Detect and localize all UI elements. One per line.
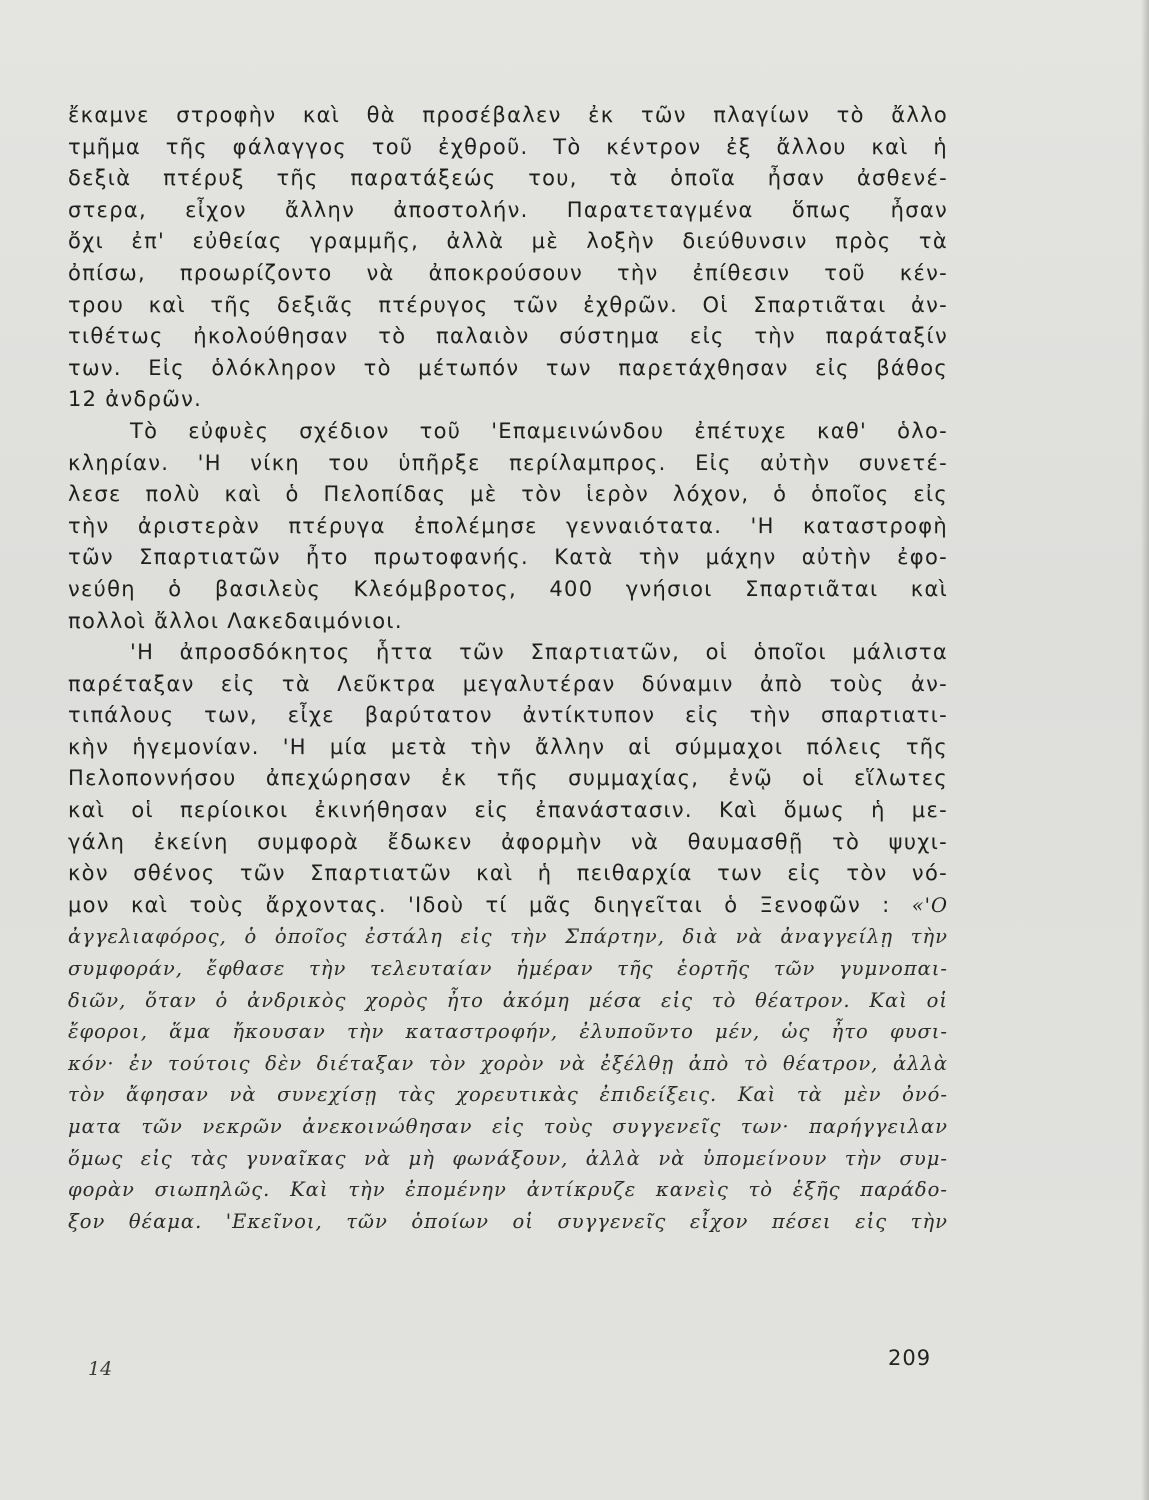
text-line: κὴν ἡγεμονίαν. 'Η μία μετὰ τὴν ἄλλην αἱ σύμμαχοι πόλεις τῆς (68, 734, 948, 759)
paragraph-start-line: 'Η ἀπροσδόκητος ἧττα τῶν Σπαρτιατῶν, οἱ ὁποῖοι μάλιστα (130, 640, 948, 665)
quoted-text-line: ἔφοροι, ἅμα ἤκουσαν τὴν καταστροφήν, ἐλυποῦντο μέν, ὡς ἦτο φυσι- (68, 1020, 948, 1044)
paragraph-start-line: Τὸ εὐφυὲς σχέδιον τοῦ 'Επαμεινώνδου ἐπέτυχε καθ' ὁλο- (130, 418, 948, 443)
quoted-text-line: ὅμως εἰς τὰς γυναῖκας νὰ μὴ φωνάξουν, ἀλλὰ νὰ ὑπομείνουν τὴν συμ- (68, 1146, 948, 1170)
quoted-text-line: συμφοράν, ἔφθασε τὴν τελευταίαν ἡμέραν τῆς ἑορτῆς τῶν γυμνοπαι- (68, 957, 948, 981)
quoted-text-line: διῶν, ὅταν ὁ ἀνδρικὸς χορὸς ἦτο ἀκόμη μέσα εἰς τὸ θέατρον. Καὶ οἱ (68, 988, 948, 1012)
text-line: τιπάλους των, εἶχε βαρύτατον ἀντίκτυπον εἰς τὴν σπαρτιατι- (68, 703, 948, 728)
text-line: ἔκαμνε στροφὴν καὶ θὰ προσέβαλεν ἐκ τῶν πλαγίων τὸ ἄλλο (68, 103, 948, 127)
quoted-text-line: ξον θέαμα. 'Εκεῖνοι, τῶν ὁποίων οἱ συγγενεῖς εἶχον πέσει εἰς τὴν (68, 1209, 948, 1233)
quoted-text-line: τὸν ἄφησαν νὰ συνεχίσῃ τὰς χορευτικὰς ἐπιδείξεις. Καὶ τὰ μὲν ὀνό- (68, 1083, 948, 1107)
text-line: λεσε πολὺ καὶ ὁ Πελοπίδας μὲ τὸν ἱερὸν λόχον, ὁ ὁποῖος εἰς (68, 482, 948, 507)
text-line: καὶ οἱ περίοικοι ἐκινήθησαν εἰς ἐπανάστασιν. Καὶ ὅμως ἡ με- (68, 798, 948, 823)
text-line: Πελοποννήσου ἀπεχώρησαν ἐκ τῆς συμμαχίας, ἐνῷ οἱ εἵλωτες (68, 766, 948, 791)
text-line: ὀπίσω, προωρίζοντο νὰ ἀποκρούσουν τὴν ἐπίθεσιν τοῦ κέν- (68, 260, 948, 285)
text-line: τμῆμα τῆς φάλαγγος τοῦ ἐχθροῦ. Τὸ κέντρον ἐξ ἄλλου καὶ ἡ (68, 134, 948, 159)
text-line: ὄχι ἐπ' εὐθείας γραμμῆς, ἀλλὰ μὲ λοξὴν διεύθυνσιν πρὸς τὰ (68, 229, 948, 254)
text-line-segment: μον καὶ τοὺς ἄρχοντας. 'Ιδοὺ τί μᾶς διηγεῖται ὁ Ξενοφῶν : (68, 892, 891, 917)
text-line: πολλοὶ ἄλλοι Λακεδαιμόνιοι. (68, 608, 403, 633)
text-line: γάλη ἐκείνη συμφορὰ ἔδωκεν ἀφορμὴν νὰ θαυμασθῇ τὸ ψυχι- (68, 829, 948, 854)
quote-open: «'Ο (911, 893, 948, 917)
text-line: κὸν σθένος τῶν Σπαρτιατῶν καὶ ἡ πειθαρχία των εἰς τὸν νό- (68, 861, 948, 886)
text-line-with-quote (68, 890, 948, 922)
text-line: στερα, εἶχον ἄλλην ἀποστολήν. Παρατεταγμένα ὅπως ἦσαν (68, 197, 948, 222)
quoted-text-line: φορὰν σιωπηλῶς. Καὶ τὴν ἐπομένην ἀντίκρυζε κανεὶς τὸ ἑξῆς παράδο- (68, 1178, 948, 1202)
text-line: τῶν Σπαρτιατῶν ἦτο πρωτοφανής. Κατὰ τὴν μάχην αὐτὴν ἐφο- (68, 545, 948, 570)
text-line: των. Εἰς ὁλόκληρον τὸ μέτωπόν των παρετάχθησαν εἰς βάθος (68, 355, 948, 380)
text-line: νεύθη ὁ βασιλεὺς Κλεόμβροτος, 400 γνήσιοι Σπαρτιᾶται καὶ (68, 576, 948, 601)
body-text (68, 100, 948, 1237)
printer-signature: 14 (88, 1358, 113, 1380)
quoted-text-line: ἀγγελιαφόρος, ὁ ὁποῖος ἐστάλη εἰς τὴν Σπάρτην, διὰ νὰ ἀναγγείλῃ τὴν (68, 925, 948, 949)
text-line: παρέταξαν εἰς τὰ Λεῦκτρα μεγαλυτέραν δύναμιν ἀπὸ τοὺς ἀν- (68, 671, 948, 696)
quoted-text-line: κόν· ἐν τούτοις δὲν διέταξαν τὸν χορὸν νὰ ἐξέλθῃ ἀπὸ τὸ θέατρον, ἀλλὰ (68, 1051, 948, 1075)
text-line: τιθέτως ἠκολούθησαν τὸ παλαιὸν σύστημα εἰς τὴν παράταξίν (68, 324, 948, 349)
text-line: κληρίαν. 'Η νίκη του ὑπῆρξε περίλαμπρος. Εἰς αὐτὴν συνετέ- (68, 450, 948, 475)
page-edge-shadow (1141, 0, 1149, 1500)
text-line: 12 ἀνδρῶν. (68, 387, 203, 412)
quoted-text-line: ματα τῶν νεκρῶν ἀνεκοινώθησαν εἰς τοὺς συγγενεῖς των· παρήγγειλαν (68, 1115, 948, 1138)
text-line: δεξιὰ πτέρυξ τῆς παρατάξεώς του, τὰ ὁποῖα ἦσαν ἀσθενέ- (68, 166, 948, 191)
text-line: τρου καὶ τῆς δεξιᾶς πτέρυγος τῶν ἐχθρῶν. Οἱ Σπαρτιᾶται ἀν- (68, 292, 948, 317)
page-number: 209 (888, 1346, 932, 1370)
text-line: τὴν ἀριστερὰν πτέρυγα ἐπολέμησε γενναιότατα. 'Η καταστροφὴ (68, 513, 948, 538)
